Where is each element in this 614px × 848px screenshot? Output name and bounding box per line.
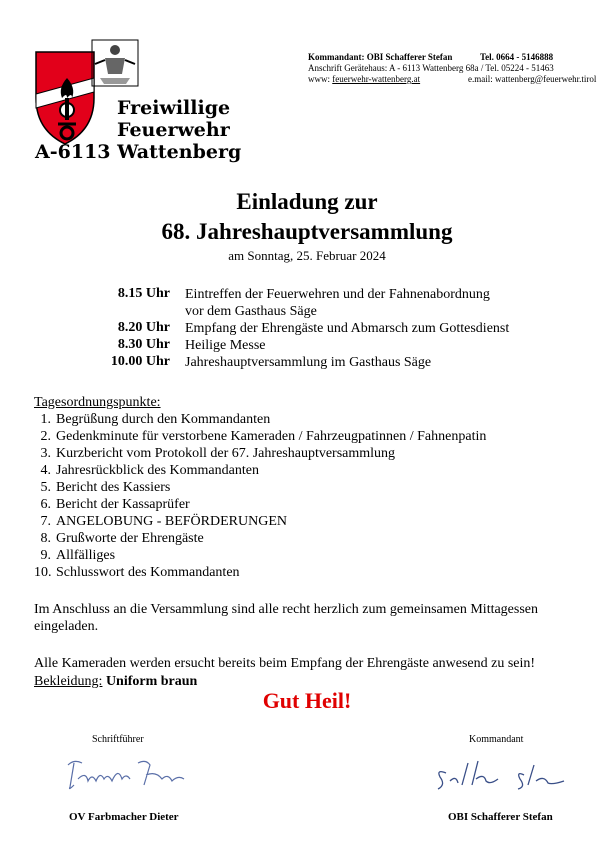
agenda-item-text: ANGELOBUNG - BEFÖRDERUNGEN (56, 514, 287, 529)
commander-tel: Tel. 0664 - 5146888 (480, 52, 554, 62)
commander-name: Kommandant: OBI Schafferer Stefan (308, 52, 453, 62)
agenda-item (34, 513, 486, 530)
right-signatory-role: Kommandant (469, 734, 524, 745)
agenda-item (34, 496, 486, 513)
agenda-item (34, 564, 486, 581)
agenda-list (34, 411, 486, 581)
schedule-desc: Empfang der Ehrengäste und Abmarsch zum Gottesdienst (185, 321, 510, 336)
agenda-item (34, 530, 486, 547)
right-signatory-name: OBI Schafferer Stefan (448, 811, 553, 823)
lunch-invitation-text: Im Anschluss an die Versammlung sind alle recht herzlich zum gemeinsamen Mittagessen (34, 602, 539, 617)
dress-code-label: Bekleidung: (34, 674, 103, 689)
left-handwritten-signature (60, 755, 190, 795)
agenda-item-text: Kurzbericht vom Protokoll der 67. Jahreshauptversammlung (56, 446, 396, 461)
subtitle-date: am Sonntag, 25. Februar 2024 (228, 248, 386, 263)
agenda-item-text: Begrüßung durch den Kommandanten (56, 412, 271, 427)
title-line1: Einladung zur (236, 189, 378, 214)
agenda-item-text: Gedenkminute für verstorbene Kameraden / Fahrzeugpatinnen / Fahnenpatin (56, 429, 487, 444)
agenda-heading: Tagesordnungspunkte: (34, 395, 161, 410)
agenda-item-text: Bericht der Kassaprüfer (56, 497, 190, 512)
lunch-invitation-text-cont: eingeladen. (34, 619, 99, 634)
left-signatory-role: Schriftführer (92, 734, 144, 745)
agenda-item-number: 10. (34, 565, 52, 580)
header-address: Anschrift Gerätehaus: A - 6113 Wattenberg 68a / Tel. 05224 - 51463 (308, 63, 554, 73)
agenda-item (34, 445, 486, 462)
agenda-item-number: 1. (40, 412, 51, 427)
agenda-item-number: 2. (40, 429, 51, 444)
agenda-item-text: Allfälliges (56, 548, 116, 563)
org-name-line3: A-6113 Wattenberg (35, 141, 242, 163)
schedule-time: 10.00 Uhr (110, 354, 170, 369)
schedule-time: 8.20 Uhr (117, 320, 170, 335)
agenda-item-number: 9. (40, 548, 51, 563)
agenda-item (34, 428, 486, 445)
org-name-line1: Freiwillige (117, 97, 231, 119)
agenda-item (34, 411, 486, 428)
agenda-item (34, 547, 486, 564)
right-handwritten-signature (428, 755, 578, 795)
agenda-item-text: Grußworte der Ehrengäste (56, 531, 204, 546)
email-text: e.mail: wattenberg@feuerwehr.tirol (468, 74, 597, 84)
agenda-item-text: Schlusswort des Kommandanten (56, 565, 240, 580)
agenda-item-text: Jahresrückblick des Kommandanten (56, 463, 259, 478)
agenda-item-number: 6. (40, 497, 51, 512)
schedule-time: 8.15 Uhr (117, 286, 170, 301)
st-florian-figure-icon (90, 38, 140, 88)
agenda-item-number: 3. (40, 446, 51, 461)
org-name-line2: Feuerwehr (117, 119, 230, 141)
agenda-item (34, 479, 486, 496)
header-contact (308, 74, 597, 85)
left-signatory-name: OV Farbmacher Dieter (69, 811, 179, 823)
schedule-desc-cont: vor dem Gasthaus Säge (185, 304, 317, 319)
greeting-gut-heil: Gut Heil! (262, 688, 352, 713)
agenda-item (34, 462, 486, 479)
agenda-item-number: 4. (40, 463, 51, 478)
schedule-desc: Jahreshauptversammlung im Gasthaus Säge (185, 355, 432, 370)
website-link[interactable]: feuerwehr-wattenberg.at (332, 74, 421, 84)
schedule-time: 8.30 Uhr (117, 337, 170, 352)
agenda-item-number: 5. (40, 480, 51, 495)
schedule-desc: Heilige Messe (185, 338, 266, 353)
title-line2: 68. Jahreshauptversammlung (161, 219, 453, 244)
agenda-item-number: 7. (40, 514, 51, 529)
agenda-item-text: Bericht des Kassiers (56, 480, 171, 495)
header-commander (308, 52, 554, 63)
attendance-request-text: Alle Kameraden werden ersucht bereits beim Empfang der Ehrengäste anwesend zu sein! (34, 656, 536, 671)
dress-code-value: Uniform braun (105, 674, 198, 689)
schedule-desc: Eintreffen der Feuerwehren und der Fahnenabordnung (185, 287, 490, 302)
web-label: www: (308, 74, 330, 84)
agenda-item-number: 8. (40, 531, 51, 546)
